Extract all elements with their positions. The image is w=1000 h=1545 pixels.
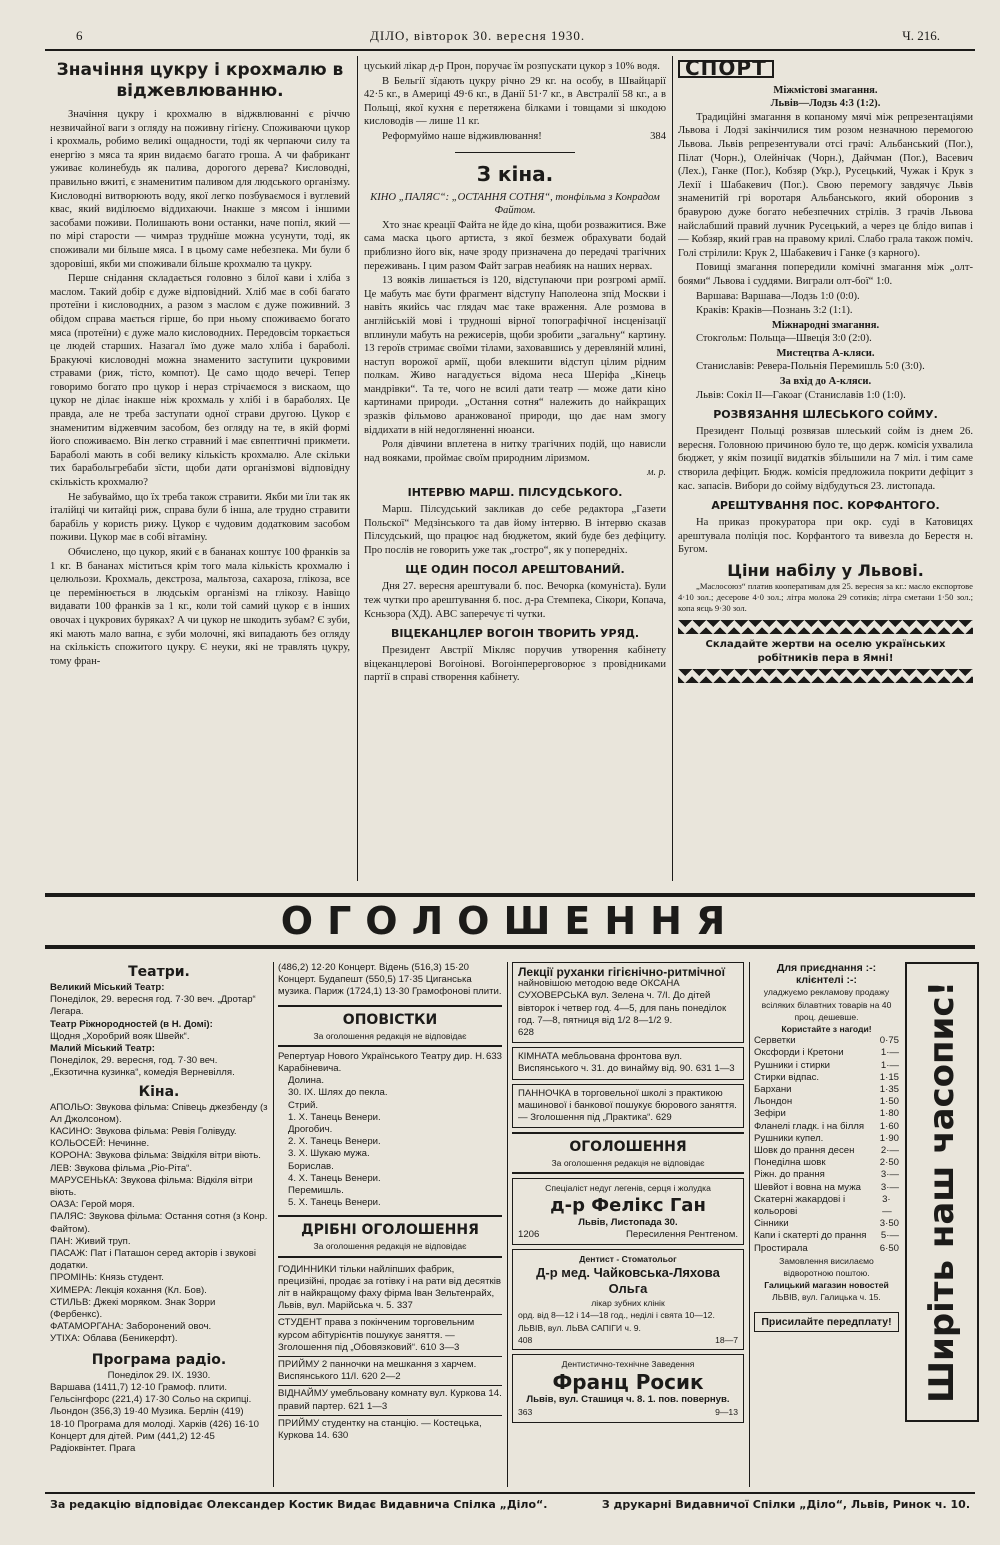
result: Варшава: Варшава—Лодзь 1:0 (0:0).	[696, 290, 860, 302]
ad-title: Лекції руханки гігієнічно-ритмічної	[518, 965, 725, 979]
price-item-value: 1·90	[879, 1132, 899, 1144]
ad-title: Для приєднання :-: клієнтелі :-:	[776, 962, 877, 987]
section-title: Театри.	[128, 964, 190, 980]
price-item-value: 1·15	[879, 1071, 899, 1083]
ad-title: Д-р мед. Чайковська-Ляхова Ольга	[536, 1265, 720, 1297]
ad-number: 630	[332, 1430, 349, 1442]
paragraph: Президент Австрії Мікляс поручив утворення кабінету віцеканцлерові Вогоінові. Вогоінперерговорює з провідниками партії в справі створення кабінету.	[364, 645, 666, 684]
price-item-value: 1·50	[879, 1096, 899, 1108]
price-item-value: 3·—	[882, 1193, 892, 1218]
price-item-name: Рушники і стирки	[754, 1059, 831, 1071]
radio-program: Варшава (1411,7) 12·10 Грамоф. плити. Гельсінгфорс (221,4) 17·30 Сольо на скрипці. Льондон (356,3) 19·40 Музика. Берлін (419) 18·10 Програма для молоді. Харків (426) 16·10 Концерт для дітей. Рим (441,2) 12·45 Радіоквінтет. Прага	[50, 1381, 259, 1454]
issue-number: Ч. 216.	[902, 28, 940, 43]
slogan: Ширіть наш часопис!	[922, 980, 962, 1404]
price-item-name: Скатерні жакардові і кольорові	[754, 1193, 846, 1218]
price-item-value: 6·50	[879, 1242, 899, 1254]
ad-number: 628	[518, 1027, 535, 1039]
price-item-name: Фланелі гладк. і на білля	[754, 1120, 865, 1132]
classified-ad	[278, 1262, 502, 1316]
ad-number: 620 2—2	[361, 1371, 401, 1383]
price-item-name: Оксфорди і Кретони	[754, 1047, 844, 1059]
theatre-name: Театр Ріжнородностей (в Н. Домі):	[50, 1018, 213, 1030]
price-row	[754, 1060, 899, 1072]
price-item-value: 1·—	[880, 1047, 899, 1059]
price-item-name: Ріжн. до прання	[754, 1169, 825, 1181]
radio-program: (486,2) 12·20 Концерт. Відень (516,3) 15·20 Концерт. Будапешт (550,5) 17·35 Циганська музика. Париж (1724,1) 13·30 Грамофонові плити.	[278, 962, 502, 998]
section-title: Програма радіо.	[91, 1351, 227, 1368]
price-row	[754, 1035, 899, 1047]
paragraph: „Маслосоюз“ платив кооперативам для 25. вересня за кг.: масло експортове 4·10 зол.; десерове 4·0 зол.; літра молока 29 сотиків; літра сметани 1·50 зол.; копа яєць 9·30 зол.	[678, 581, 973, 613]
cinema-listing: ПАСАЖ: Пат і Паташон серед акторів і звукові додатки.	[50, 1248, 256, 1272]
section-heading: ІНТЕРВЮ МАРШ. ПІЛСУДСЬКОГО.	[407, 486, 623, 500]
repertoire-line: Перемишль.	[288, 1185, 344, 1197]
price-row	[754, 1145, 899, 1157]
price-item-name: Зефіри	[754, 1108, 786, 1120]
price-row	[754, 1182, 899, 1194]
dentist-ad	[512, 1249, 744, 1350]
ad-title: Франц Росик	[552, 1370, 704, 1395]
price-item-value: 1·—	[880, 1059, 899, 1071]
ads-notices-column	[278, 962, 502, 1487]
cinema-listing: ПАЛЯС: Звукова фільма: Остання сотня (з Конр. Файтом).	[50, 1211, 268, 1235]
header-rule	[45, 49, 975, 51]
section-title: ОПОВІСТКИ	[342, 1011, 438, 1028]
ad-number: 631 1—3	[695, 1063, 735, 1075]
price-row	[754, 1072, 899, 1084]
repertoire-line: 4. X. Танець Венери.	[288, 1172, 381, 1184]
ad-number: 363	[518, 1407, 533, 1418]
price-item-name: Серветки	[754, 1035, 796, 1047]
price-item-name: Бархани	[754, 1084, 792, 1096]
result: Стокгольм: Польща—Швеція 3:0 (2:0).	[696, 333, 872, 345]
price-item-name: Льондон	[754, 1096, 793, 1108]
column-divider	[273, 962, 274, 1487]
price-item-value: 5·—	[880, 1230, 899, 1242]
ad-text: Замовлення висилаємо відворотною поштою.	[779, 1255, 874, 1279]
column-sport	[678, 60, 973, 885]
theatre-info: Щодня „Хоробрий вояк Швейк“.	[50, 1030, 190, 1042]
theatre-info: Понеділок, 29. вересня, год. 7·30 веч. „Екзотична кузинка“, комедія Верневілля.	[50, 1055, 235, 1079]
section-title: З кіна.	[476, 161, 554, 186]
shop-name: Галицький магазин новостей	[764, 1280, 889, 1291]
price-list	[754, 1035, 899, 1255]
ad-text: ПРИЙМУ 2 панночки на мешкання з харчем. Виспянського 11/I.	[278, 1359, 477, 1383]
price-item-value: 2·—	[880, 1145, 899, 1157]
cinema-listing: ОАЗА: Герой моря.	[50, 1199, 135, 1211]
slogan-box	[905, 962, 979, 1422]
cinema-listing: МАРУСЕНЬКА: Звукова фільма: Відкіля вітри віють.	[50, 1174, 253, 1199]
cinema-listing: КАСИНО: Звукова фільма: Ревія Голівуду.	[50, 1126, 237, 1138]
result: Краків: Краків—Познань 3:2 (1:1).	[696, 305, 853, 317]
price-item-value: 1·35	[879, 1084, 899, 1096]
price-row	[754, 1121, 899, 1133]
ad-text: орд. від 8—12 і 14—18 год., неділі і свята 10—12. ЛЬВІВ, вул. ЛЬВА САПІГИ ч. 9.	[518, 1310, 715, 1333]
price-item-name: Шовк до прання десен	[754, 1145, 855, 1157]
repertoire-line: 30. IX. Шлях до пекла.	[288, 1087, 388, 1099]
price-row	[754, 1194, 899, 1218]
result: Львів: Сокіл II—Гакоаг (Станиславів 1:0 (1:0).	[696, 389, 906, 401]
paragraph: Реформуймо наше відживлювання!	[382, 130, 542, 142]
paragraph: Перше снідання складається головно з білої кави і хліба з маслом. Такий добір є дуже відповідний. Хліб має в собі багато протеїни і кисловодних, а разом з маслом є дуже поживний. З обідом справа мається гірше, бо при ньому споживаємо богато мяса (протеїни) є дуже мало кисловодних. Передовсім торкається це людей старших. Назагал їмо дуже мало хліба і бараболі. Бракуючі кисловодні можна знаменито заступити цукровими стравами (риж, тісто, компот). Це само щодо вечері. Тепер говоримо богато про цукор і нераз стрічаємося з вискаом, що цукор не ділає інакше ніж крохмаль у хлібі і в бараболях. Це правда, але не треба заступати одної страви другою. Цукор є знаменитим віджевчим засобом, без огляду на те, в якій формі його споживаємо. Він легко стравний і має євпептичні прикмети. Бараболі мають в собі велику кількість крохмалю. Але скільки тих барабольгребаби зїсти, щоби дати організмові відповідну скількість крохмалю?	[50, 273, 350, 489]
repertoire-line: Борислав.	[288, 1160, 334, 1172]
price-item-value: 1·60	[879, 1120, 899, 1132]
paragraph: Обчислено, що цукор, який є в бананах коштує 100 франків за 1 кг. В бананах міститься крім того мала кількість крохмалю і целюльози. Крохмаль, декстроза, мальтоза, сахароза, глікоза, все це перемінюється в людськім організмі на глікозу. Навіщо видавати 100 франків за 1 кг., коли той самий цукор є в інших овочах і цукрових буряках? А чи цукор не шкодить зубам? Є зуби, які мають мало вапна, є зуби молочні, які випадають без огляду на скількість спожитого цукру. Є неуки, які не травлять цукру, тому фран-	[50, 547, 350, 667]
ad-number: 633	[485, 1050, 502, 1062]
cinema-listing: УТІХА: Облава (Беникерфт).	[50, 1333, 178, 1345]
ornament	[678, 620, 973, 634]
classified-ad	[278, 1386, 502, 1415]
cinema-listing: ЛЕВ: Звукова фільма „Ріо-Ріта“.	[50, 1162, 193, 1174]
repertoire-list	[278, 1075, 502, 1209]
theatre-name: Великий Міський Театр:	[50, 982, 165, 993]
subtitle: КІНО „ПАЛЯС“: „ОСТАННЯ СОТНЯ“, тонфільма з Конрадом Файтом.	[370, 191, 660, 217]
cinema-listing: ПАН: Живий труп.	[50, 1235, 131, 1247]
subscribe-box: Присилайте передплату!	[754, 1312, 899, 1332]
ad-text: Дентист - Стоматольог	[579, 1254, 677, 1265]
paragraph: цуський лікар д-р Прон, поручає їм розпускати цукор з 10% водя.	[364, 61, 660, 72]
price-item-name: Понеділна шовк	[754, 1157, 826, 1169]
ad-text: ВІДНАЙМУ умебльовану комнату вул. Куркова 14. правий партер.	[278, 1388, 502, 1412]
ads-theatres-column	[50, 962, 268, 1487]
price-row	[754, 1133, 899, 1145]
cinema-listing: ФАТАМОРГАНА: Заборонений овоч.	[50, 1321, 212, 1333]
appeal: Складайте жертви на оселю українських робітників пера в Ямні!	[705, 639, 946, 664]
paragraph: Марш. Пілсудський закликав до себе редактора „Газети Польскої“ Медзінського та дав йому інтервю. В інтервю сказав Пілсудський, що працює над бюджетом, який буде без дефіциту. Про послів не говорить уже так „гостро“, як у попередніх.	[364, 504, 666, 556]
ad-text: КІМНАТА мебльована фронтова вул. Виспянського ч. 31. до винайму від. 90.	[518, 1051, 694, 1075]
repertoire-line: 1. X. Танець Венери.	[288, 1111, 381, 1123]
ad-number: 18—7	[715, 1334, 738, 1345]
column-divider	[507, 962, 508, 1487]
ad-number: 9—13	[715, 1407, 738, 1418]
price-item-name: Капи і скатерті до прання	[754, 1230, 867, 1242]
price-item-value: 3·50	[879, 1218, 899, 1230]
ads-services-column	[512, 962, 744, 1487]
ad-number: 610 3—3	[420, 1341, 460, 1353]
ad-text: Львів, вул. Сташиця ч. 8. 1. пов. повернув.	[526, 1394, 730, 1406]
prices-title: Ціни набілу у Львові.	[727, 561, 924, 580]
divider	[455, 152, 575, 153]
section-title: ОГОЛОШЕННЯ	[569, 1139, 687, 1156]
paragraph: Значіння цукру і крохмалю в віджвлюванні є річчю незвичайної ваги з огляду на поживну гігієну. Споживаючи цукор і крохмаль, робимо великі ощадности, тоді як черпаючи силу та енергію з мяса та ярин видаємо багато гроша. А чи фабрикант уживає колинебудь як палива, дорогого дерева? Кисловодні, правильно вжиті, є знаменитим паливом для людського організму. Кисловодні витворюють воду, якої легко позбуваємося і вуглевий квас, який виділюємо віддихаючи. Інакше з мясом і іншими засобами поживи. Полишають вони останки, наче попіл, який — по мірі старости — чимраз труднїше можна усунути, тоді, як споживали ми більше мяса. І в цьому саме небезпека. Ми були б здоровіші, якби ми споживали більше крохмалю та цукру.	[50, 109, 350, 270]
price-item-name: Стирки відпаc.	[754, 1071, 820, 1083]
section-heading: РОЗВЯЗАННЯ ШЛЕСЬКОГО СОЙМУ.	[713, 408, 938, 422]
price-item-name: Рушники купел.	[754, 1132, 824, 1144]
ad-text: ГОДИННИКИ тільки найліпших фабрик, прецизійні, продає за готівку і на рати від десятків літ в найкращому фаху фірма Іван Зельтенрайх, Львів, вул. Марійська ч. 5.	[278, 1263, 501, 1312]
section-heading: АРЕШТУВАННЯ ПОС. КОРФАНТОГО.	[711, 499, 940, 513]
subheading: За вхід до А-кляси.	[779, 376, 872, 388]
repertoire-line: 3. X. Шукаю мужа.	[288, 1148, 370, 1160]
price-row	[754, 1243, 899, 1255]
theatre-info: Понеділок, 29. вересня год. 7·30 веч. „Дротар“ Легара.	[50, 994, 256, 1018]
paragraph: В Бельгії зїдають цукру річно 29 кг. на особу, в Швайцарії 42·5 кг., в Америці 49·6 кг., в Данії 51·7 кг., в Австралії 58 кг., а в Польщі, якої кухня є перетяжена білками і товщами зі шкодою кисловодів — лише 11 кг.	[364, 75, 666, 128]
job-ad	[512, 1084, 744, 1129]
ad-text: СТУДЕНТ права з покінченим торговельним курсом абітурієнтів пошукує заняття. — Зголошення під „Обовязковий“.	[278, 1317, 475, 1353]
price-row	[754, 1096, 899, 1108]
result: Станиславів: Ревера-Польнія Перемишль 5:0 (3:0).	[696, 361, 925, 373]
column-middle	[364, 60, 666, 885]
price-item-value: 3·—	[880, 1169, 899, 1181]
paragraph: Дня 27. вересня арештували б. пос. Вечорка (комуніста). Були теж чутки про арештування б. пос. д-ра Стемпека, Сікори, Копача, Ксньзора (ХД). АВС заперечує ті чутки.	[364, 581, 666, 620]
repertoire-title: Репертуар Нового Українського Театру дир. Н. Карабіневича.	[278, 1050, 485, 1075]
signature: м. р.	[647, 467, 666, 479]
ad-number: 408	[518, 1334, 533, 1345]
paragraph: Президент Польщі розвязав шлеський сойм із днем 26. вересня. Головною причиною було те, що держ. комісія ухвалила бюджет, у якім позиції видатків збільшили на 7 міл. і тим саме створила дефіцит. Бюдж. комісія предложила покрити дефіцит з кас. запасів. Вибори до сойму відбудуться 23. листопада.	[678, 426, 973, 492]
subheading: Міжмістові змагання.	[773, 84, 878, 96]
price-row	[754, 1230, 899, 1242]
paragraph: 13 вояків лишається із 120, відступаючи при розгромі армії. Це мабуть має бути фрагмент відступу Наполеона зпід Москви і навіть якийсь час глядач має таке враження. Але розмова в англійській мові і трудноші вірної топографічної інсценізації вплинули мабуть на режисерів, щоби зробити „загальну“ картину. 13 героїв стримає своїми тілами, заховавшись у деревляній млині, наступ ворожої армії, щоби влекшити відступ цілим рідним полкам. Живо нагадується відома неса Шеріфа „Кінець мандрівки“. Та те, чого не всилі дати театр — може дати кіно картинами природи. „Остання сотня“ належить до найкращих зразків фільмово аранжованої природи, що дає нам змогу віддихати в ній недогляненні нюанси.	[364, 275, 666, 436]
cinema-listing: СТИЛЬВ: Джекі моряком. Знак Зорри (Фербенкс).	[50, 1296, 216, 1321]
paragraph: Роля дівчини вплетена в нитку трагічних подій, що нависли над вояками, проймає своїм природним ліризмом.	[364, 439, 666, 464]
price-item-value: 1·80	[879, 1108, 899, 1120]
section-title: ДРІБНІ ОГОЛОШЕННЯ	[301, 1222, 479, 1239]
ad-text: Спеціаліст недуг легенів, серця і жолудка	[545, 1183, 711, 1194]
price-row	[754, 1047, 899, 1059]
price-item-value: 2·50	[879, 1157, 899, 1169]
column-divider	[672, 56, 673, 881]
masthead: ДІЛО, вівторок 30. вересня 1930.	[370, 28, 586, 43]
price-row	[754, 1157, 899, 1169]
ad-text: уладжуємо рекламову продажу всіляких білавтних товарів на 40 проц. дешевше.	[761, 987, 892, 1022]
price-row	[754, 1084, 899, 1096]
repertoire-line: Стрий.	[288, 1099, 319, 1111]
paragraph: Не забуваймо, що їх треба також стравити. Якби ми їли так як італійці чи китайці риж, справа були б інша, але трудно стравити барабіль у користь рижу. Цукор є чудовим додатковим засобом поживи. Цукор має в собі вітаміну.	[50, 491, 350, 544]
column-divider	[357, 56, 358, 881]
ad-text: ПРИЙМУ студентку на станцію. — Костецька, Куркова 14.	[278, 1417, 482, 1442]
subheading: Львів—Лодзь 4:3 (1:2).	[770, 98, 881, 110]
subheading: Міжнародні змагання.	[771, 319, 880, 331]
page-number: 6	[76, 28, 83, 43]
repertoire-line: Дрогобич.	[288, 1124, 333, 1136]
price-item-value: 3·—	[880, 1181, 899, 1193]
ad-number: 384	[650, 130, 666, 142]
article-title: Значіння цукру і крохмалю в віджевлюванню.	[56, 60, 344, 101]
column-divider	[749, 962, 750, 1487]
section-heading: ВІЦЕКАНЦЛЕР ВОГОІН ТВОРИТЬ УРЯД.	[390, 627, 640, 641]
room-ad	[512, 1047, 744, 1079]
repertoire-line: 2. X. Танець Венери.	[288, 1136, 381, 1148]
ad-number: 629	[655, 1112, 672, 1124]
lessons-ad	[512, 962, 744, 1043]
section-title: Кіна.	[138, 1083, 180, 1100]
ad-title: д-р Фелікс Ган	[550, 1194, 706, 1216]
page-header	[70, 26, 950, 48]
section-heading: ЩЕ ОДИН ПОСОЛ АРЕШТОВАНИЙ.	[405, 563, 625, 577]
ad-number: 1206	[518, 1228, 540, 1240]
footer-right: З друкарні Видавничої Спілки „Діло“, Львів, Ринок ч. 10.	[601, 1498, 970, 1511]
cinema-listing: КОЛЬОСЕЙ: Нечинне.	[50, 1138, 150, 1150]
price-row	[754, 1218, 899, 1230]
dental-lab-ad	[512, 1354, 744, 1423]
shop-address: ЛЬВІВ, вул. Галицька ч. 15.	[772, 1292, 881, 1303]
ads-banner: ОГОЛОШЕННЯ	[45, 893, 975, 949]
radio-date: Понеділок 29. IX. 1930.	[107, 1369, 211, 1381]
ad-text: Пересилення Рентгеном.	[626, 1228, 738, 1240]
subheading: Мистецтва А-кляси.	[776, 347, 875, 359]
footer-rule	[45, 1492, 975, 1494]
price-item-name: Простирала	[754, 1242, 808, 1254]
classified-ad	[278, 1315, 502, 1357]
paragraph: Хто знає креації Файта не йде до кіна, щоби розважитися. Вже сама маска цього артиста, з якої безмеж обрахувати бодай приблизно його вік, наче зроду призначена до передачі трагічних переживань. І цим разом Файт заграв неабияк на наших нервах.	[364, 219, 666, 272]
price-item-value: 0·75	[879, 1035, 899, 1047]
theatre-name: Малий Міський Театр:	[50, 1043, 155, 1055]
price-row	[754, 1169, 899, 1181]
paragraph: На приказ прокуратора при окр. суді в Катовицях арештувала поліція пос. Корфантого та вивезла до Берестя н. Бугом.	[678, 517, 973, 556]
ad-text: найновішою методою веде ОКСАНА СУХОВЕРСЬКА вул. Зелена ч. 7/I. До дітей вівторок і четвер год. 4—5, для пань понеділок год. 7—8, пятниця від 1/2 8—1/2 9.	[518, 978, 727, 1026]
cinema-listing: КОРОНА: Звукова фільма: Звідкіля вітри віють.	[50, 1150, 261, 1162]
article-sugar	[50, 60, 350, 885]
cinema-listing: ХИМЕРА: Лекція кохання (Кл. Бов).	[50, 1284, 207, 1296]
cinema-listing: ПРОМІНЬ: Князь студент.	[50, 1272, 164, 1284]
cinema-listing: АПОЛЬО: Звукова фільма: Співець джезбенду (з Ал Джолсоном).	[50, 1101, 268, 1125]
ad-text: ПАННОЧКА в торговельної школі з практикою машинової і банкової пошукує бюрового заняття. — Зголошення під „Практика“.	[518, 1087, 737, 1124]
doctor-ad	[512, 1178, 744, 1245]
disclaimer: За оголошення редакція не відповідає	[551, 1158, 705, 1169]
classified-ad	[278, 1357, 502, 1386]
ad-number: 337	[396, 1300, 413, 1312]
price-row	[754, 1108, 899, 1120]
ad-number: 621 1—3	[348, 1400, 388, 1412]
repertoire-line: 5. X. Танець Венери.	[288, 1197, 381, 1209]
footer-left: За редакцію відповідає Олександер Костик Видає Видавнича Спілка „Діло“.	[50, 1498, 548, 1511]
ads-shop-column	[754, 962, 899, 1487]
price-item-name: Шевйот і вовна на мужа	[754, 1181, 861, 1193]
disclaimer: За оголошення редакція не відповідає	[313, 1241, 467, 1252]
ad-text: Користайте з нагоди!	[781, 1024, 872, 1035]
repertoire-line: Долина.	[288, 1075, 324, 1087]
sport-heading: СПОРТ	[678, 60, 774, 78]
price-item-name: Сінники	[754, 1218, 789, 1230]
disclaimer: За оголошення редакція не відповідає	[313, 1030, 467, 1041]
paragraph: Традиційні змагання в копаному мячі між репрезентаціями Львова і Лодзі закінчилися тим розом незначною перемогою Львова. Львів репрезентували отсі грачі: Альбанський (Пог.), Пілат (Чорн.), Олейнічак (Чорн.), Дайчман (Пог.), Васевич (Лех.), Ганке (Пог.), Кобзяр (Укр.), Русецький, Чужак і Крук з Лехії і Шабакевич (Пог.). Свою перемогу завдячує Львів знаменитій грі воротаря Альбанського, який оборонив з бравурою дуже богато небезпечних стрілів. З грачів Львова найслабший правий лучник Русецький, а через це блідо випав і — Кобзяр, який грав на правому крилі. Слабо грала також поміч. Голі стрілили: Крук 2, Шабакевич і Ганке (з карного).	[678, 111, 973, 259]
ornament	[678, 669, 973, 683]
ad-text: Дентистично-технічне Заведення	[561, 1359, 695, 1370]
paragraph: Повищі змагання попередили комічні змагання між „олт-боями“ Львова і суддями. Виграли олт-бої“ 1:0.	[678, 262, 973, 287]
ad-text: Львів, Листопада 30.	[578, 1216, 678, 1228]
ad-text: лікар зубних клінік	[591, 1298, 665, 1309]
classified-ad	[278, 1416, 502, 1444]
